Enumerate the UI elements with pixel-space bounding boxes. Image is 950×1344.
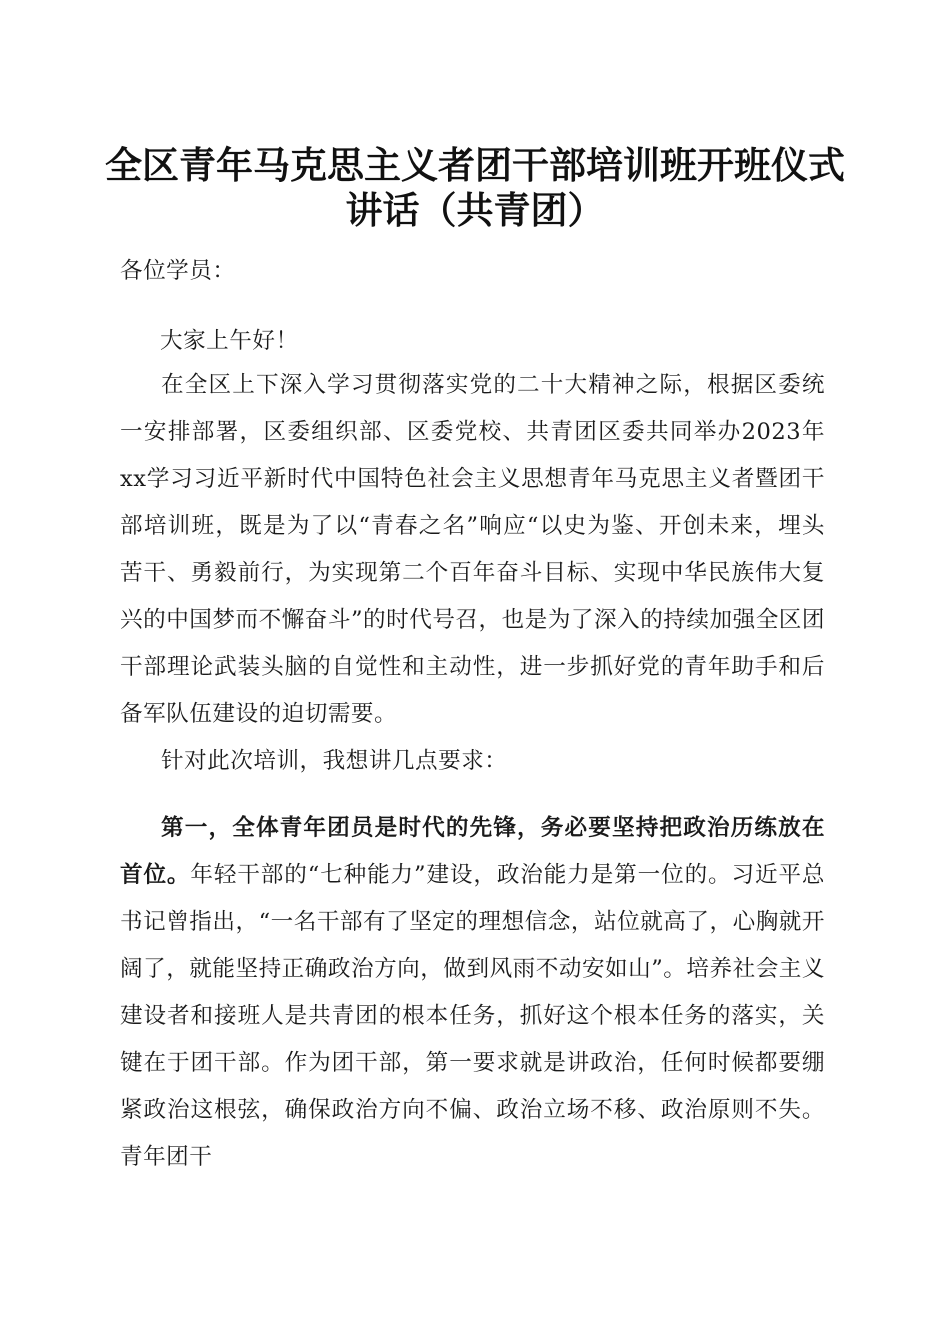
paragraph-2 [120, 738, 825, 785]
paragraph-1-text: 在全区上下深入学习贯彻落实党的二十大精神之际，根据区委统一安排部署，区委组织部、区委党校、共青团区委共同举办2023年xx学习习近平新时代中国特色社会主义思想青年马克思主义者暨团干部培训班，既是为了以“青春之名”响应“以史为鉴、开创未来，埋头苦干、勇毅前行，为实现第二个百年奋斗目标、实现中华民族伟大复兴的中国梦而不懈奋斗”的时代号召，也是为了深入的持续加强全区团干部理论武装头脑的自觉性和主动性，进一步抓好党的青年助手和后备军队伍建设的迫切需要。 [120, 372, 825, 727]
paragraph-3 [120, 805, 825, 1181]
salutation: 各位学员： [120, 258, 236, 284]
paragraph-3-lead: 第一，全体青年团员是时代的先锋，务必要坚持把政治历练放在首位。 [120, 815, 825, 888]
paragraph-2-text: 针对此次培训，我想讲几点要求： [161, 748, 508, 774]
paragraph-1 [120, 362, 825, 738]
document-title-line-2: 讲话（共青团） [345, 188, 605, 232]
document-title-line-1: 全区青年马克思主义者团干部培训班开班仪式 [105, 143, 845, 187]
greeting: 大家上午好！ [160, 328, 299, 354]
paragraph-3-rest: 年轻干部的“七种能力”建设，政治能力是第一位的。习近平总书记曾指出，“一名干部有了坚定的理想信念，站位就高了，心胸就开阔了，就能坚持正确政治方向，做到风雨不动安如山”。培养社会主义建设者和接班人是共青团的根本任务，抓好这个根本任务的落实，关键在于团干部。作为团干部，第一要求就是讲政治，任何时候都要绷紧政治这根弦，确保政治方向不偏、政治立场不移、政治原则不失。青年团干 [120, 862, 825, 1170]
paragraph-3-text [120, 805, 825, 1181]
